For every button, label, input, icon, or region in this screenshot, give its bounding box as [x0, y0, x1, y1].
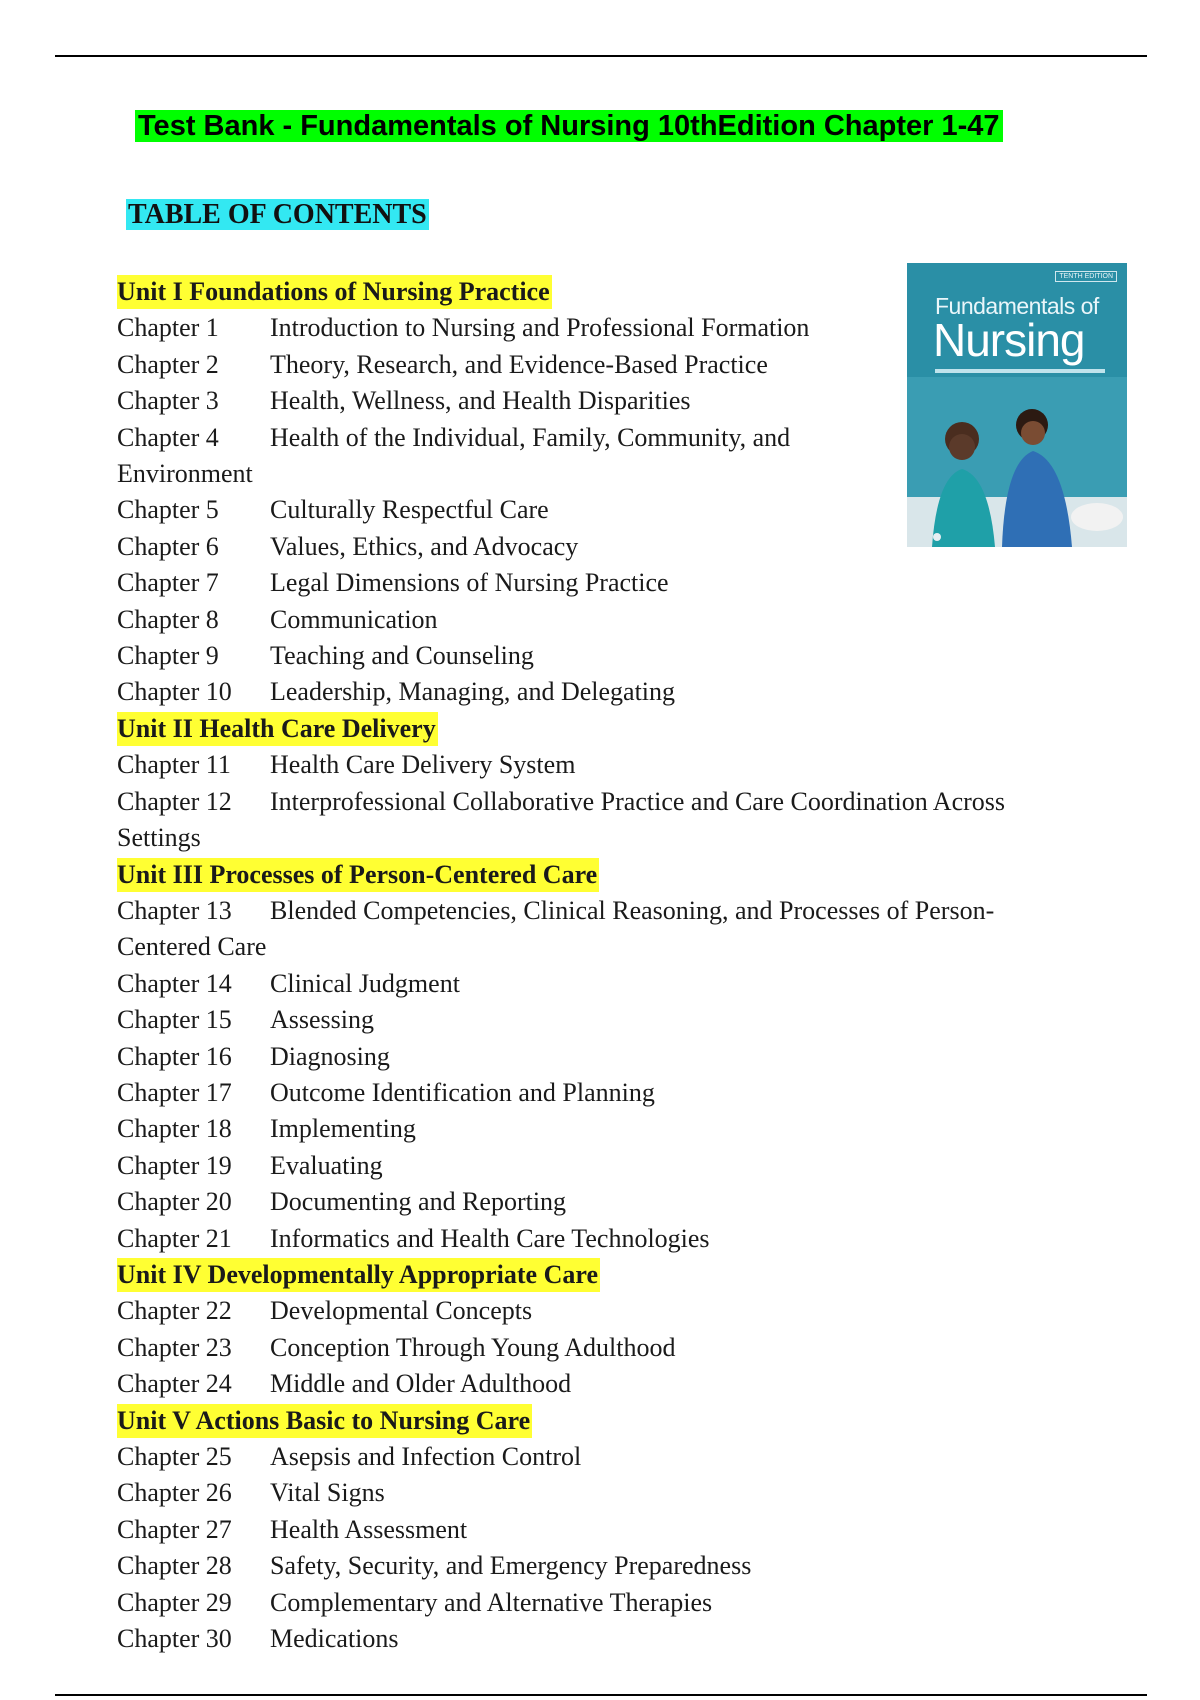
chapter-number: Chapter 27 — [117, 1514, 232, 1544]
chapter-title: Theory, Research, and Evidence-Based Practice — [270, 349, 768, 379]
chapter-row — [117, 638, 1117, 674]
unit-heading: Unit III Processes of Person-Centered Care — [117, 858, 599, 892]
unit-row — [117, 711, 1117, 747]
chapter-title: Informatics and Health Care Technologies — [270, 1223, 710, 1253]
chapter-title-continuation: Environment — [117, 459, 253, 489]
chapter-row — [117, 1184, 1117, 1220]
chapter-number: Chapter 11 — [117, 750, 231, 780]
unit-row — [117, 1403, 1117, 1439]
unit-row — [117, 857, 1117, 893]
chapter-title: Vital Signs — [270, 1478, 385, 1508]
chapter-row — [117, 966, 1117, 1002]
chapter-number: Chapter 8 — [117, 604, 219, 634]
chapter-row — [117, 1148, 1117, 1184]
chapter-number: Chapter 9 — [117, 641, 219, 671]
chapter-title: Diagnosing — [270, 1041, 390, 1071]
chapter-number: Chapter 30 — [117, 1624, 232, 1654]
unit-row — [117, 274, 1117, 310]
cover-title-line1: Fundamentals of — [935, 293, 1099, 319]
chapter-row — [117, 1002, 1117, 1038]
chapter-title: Culturally Respectful Care — [270, 495, 549, 525]
chapter-title: Middle and Older Adulthood — [270, 1369, 572, 1399]
chapter-number: Chapter 14 — [117, 968, 232, 998]
chapter-number: Chapter 5 — [117, 495, 219, 525]
toc-heading: TABLE OF CONTENTS — [128, 199, 427, 230]
chapter-title-continuation: Centered Care — [117, 932, 267, 962]
chapter-number: Chapter 23 — [117, 1332, 232, 1362]
chapter-row — [117, 1075, 1117, 1111]
chapter-row — [117, 1293, 1117, 1329]
chapter-number: Chapter 1 — [117, 313, 219, 343]
chapter-title: Complementary and Alternative Therapies — [270, 1587, 713, 1617]
chapter-row — [117, 1548, 1117, 1584]
chapter-row — [117, 1439, 1117, 1475]
chapter-row — [117, 310, 1117, 346]
toc-heading-block — [126, 196, 429, 234]
chapter-title: Medications — [270, 1624, 399, 1654]
chapter-number: Chapter 19 — [117, 1150, 232, 1180]
chapter-title: Assessing — [270, 1005, 375, 1035]
chapter-number: Chapter 22 — [117, 1296, 232, 1326]
chapter-row — [117, 1512, 1117, 1548]
chapter-row — [117, 529, 1117, 565]
chapter-number: Chapter 7 — [117, 568, 219, 598]
chapter-number: Chapter 28 — [117, 1551, 232, 1581]
chapter-title: Blended Competencies, Clinical Reasoning, and Processes of Person- — [270, 895, 995, 925]
chapter-title: Safety, Security, and Emergency Preparedness — [270, 1551, 752, 1581]
chapter-title: Evaluating — [270, 1150, 383, 1180]
chapter-row — [117, 1475, 1117, 1511]
cover-title-line2: Nursing — [933, 314, 1085, 366]
chapter-number: Chapter 15 — [117, 1005, 232, 1035]
chapter-number: Chapter 21 — [117, 1223, 232, 1253]
unit-row — [117, 1257, 1117, 1293]
chapter-title: Health Assessment — [270, 1514, 468, 1544]
chapter-title: Conception Through Young Adulthood — [270, 1332, 676, 1362]
chapter-row — [117, 565, 1117, 601]
chapter-number: Chapter 10 — [117, 677, 232, 707]
document-title: Test Bank - Fundamentals of Nursing 10thEdition Chapter 1-47 — [135, 110, 1003, 142]
chapter-number: Chapter 16 — [117, 1041, 232, 1071]
chapter-title: Legal Dimensions of Nursing Practice — [270, 568, 669, 598]
chapter-row — [117, 1585, 1117, 1621]
chapter-title: Introduction to Nursing and Professional Formation — [270, 313, 810, 343]
chapter-title: Outcome Identification and Planning — [270, 1077, 655, 1107]
chapter-row — [117, 1039, 1117, 1075]
chapter-number: Chapter 17 — [117, 1077, 232, 1107]
chapter-row — [117, 1221, 1117, 1257]
chapter-title-continuation: Settings — [117, 823, 201, 853]
chapter-number: Chapter 2 — [117, 349, 219, 379]
chapter-row — [117, 602, 1117, 638]
chapter-title: Health, Wellness, and Health Disparities — [270, 386, 691, 416]
chapter-title: Communication — [270, 604, 438, 634]
chapter-number: Chapter 12 — [117, 786, 232, 816]
chapter-row — [117, 1366, 1117, 1402]
chapter-number: Chapter 20 — [117, 1187, 232, 1217]
chapter-row — [117, 492, 1117, 528]
chapter-title: Clinical Judgment — [270, 968, 460, 998]
chapter-row — [117, 747, 1117, 783]
chapter-number: Chapter 6 — [117, 531, 219, 561]
chapter-row — [117, 893, 1117, 929]
cover-edition-badge: TENTH EDITION — [1055, 271, 1117, 282]
chapter-number: Chapter 18 — [117, 1114, 232, 1144]
chapter-title: Teaching and Counseling — [270, 641, 534, 671]
chapter-number: Chapter 25 — [117, 1442, 232, 1471]
unit-heading: Unit V Actions Basic to Nursing Care — [117, 1404, 532, 1438]
chapter-row — [117, 1330, 1117, 1366]
chapter-number: Chapter 3 — [117, 386, 219, 416]
chapter-title: Asepsis and Infection Control — [270, 1442, 582, 1471]
chapter-row — [117, 347, 1117, 383]
chapter-row — [117, 383, 1117, 419]
chapter-title: Health of the Individual, Family, Community, and — [270, 422, 791, 452]
chapter-title: Leadership, Managing, and Delegating — [270, 677, 676, 707]
chapter-number: Chapter 4 — [117, 422, 219, 452]
top-rule — [55, 55, 1147, 57]
unit-heading: Unit IV Developmentally Appropriate Care — [117, 1258, 600, 1292]
chapter-number: Chapter 29 — [117, 1587, 232, 1617]
bottom-rule — [55, 1694, 1147, 1696]
chapter-number: Chapter 13 — [117, 895, 232, 925]
unit-heading: Unit II Health Care Delivery — [117, 712, 438, 746]
chapter-row — [117, 1111, 1117, 1147]
chapter-title: Documenting and Reporting — [270, 1187, 567, 1217]
toc-list — [117, 274, 1117, 1657]
chapter-row — [117, 420, 1117, 456]
chapter-number: Chapter 24 — [117, 1369, 232, 1399]
chapter-title: Health Care Delivery System — [270, 750, 576, 780]
chapter-row — [117, 674, 1117, 710]
chapter-row — [117, 784, 1117, 820]
chapter-number: Chapter 26 — [117, 1478, 232, 1508]
chapter-title: Interprofessional Collaborative Practice and Care Coordination Across — [270, 786, 1006, 816]
chapter-row — [117, 1621, 1117, 1657]
chapter-title: Implementing — [270, 1114, 416, 1144]
chapter-title: Developmental Concepts — [270, 1296, 533, 1326]
document-title-block — [135, 107, 1003, 145]
unit-heading: Unit I Foundations of Nursing Practice — [117, 275, 552, 309]
chapter-title: Values, Ethics, and Advocacy — [270, 531, 579, 561]
